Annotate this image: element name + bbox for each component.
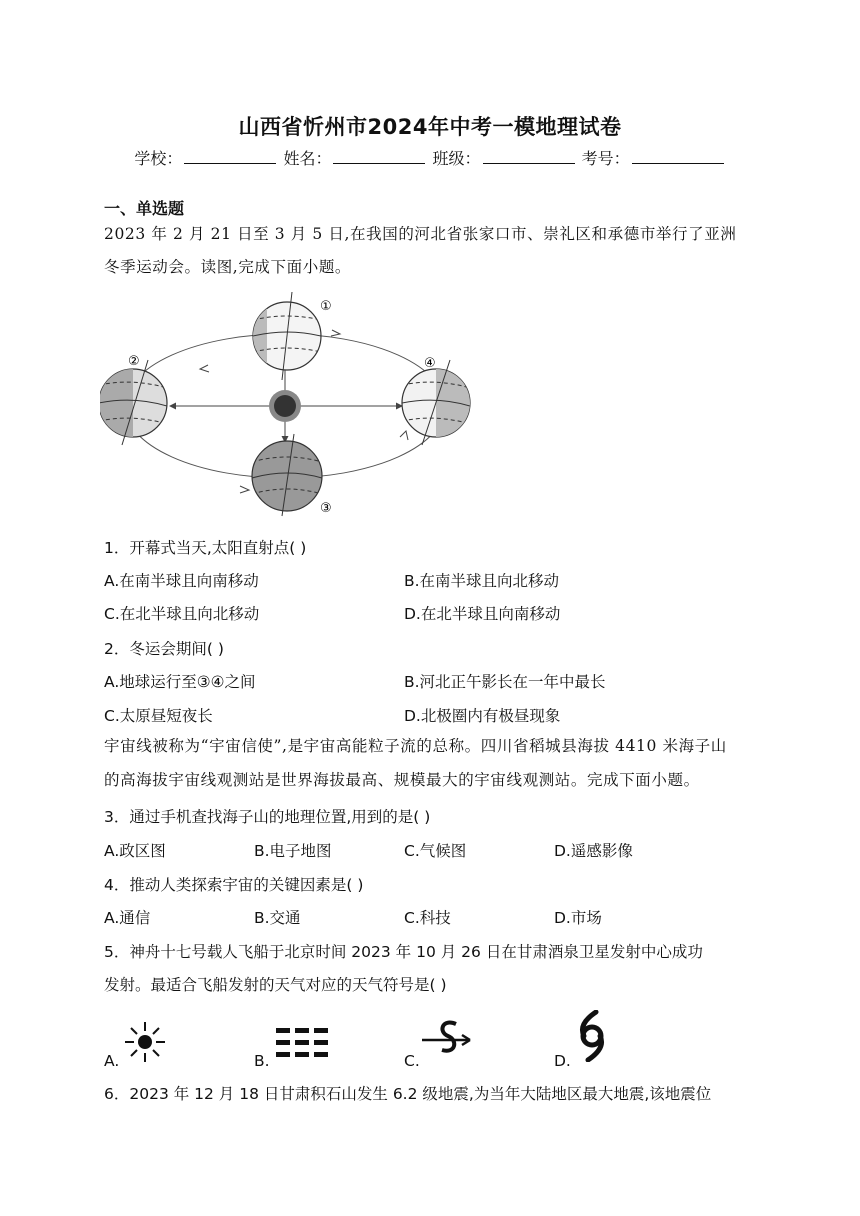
- q5-option-d[interactable]: D.: [554, 1052, 571, 1070]
- q2-option-b[interactable]: B.河北正午影长在一年中最长: [404, 673, 606, 691]
- q2-option-d[interactable]: D.北极圈内有极昼现象: [404, 707, 561, 725]
- page-title: 山西省忻州市2024年中考一模地理试卷: [238, 115, 622, 139]
- q3-option-b[interactable]: B.电子地图: [254, 842, 332, 860]
- passage-2-line-2: 的高海拔宇宙线观测站是世界海拔最高、规模最大的宇宙线观测站。完成下面小题。: [104, 771, 700, 789]
- student-info-line: [0, 146, 860, 169]
- sunny-icon: [123, 1020, 167, 1064]
- sun-icon: [269, 390, 301, 422]
- q5-option-c[interactable]: C.: [404, 1052, 420, 1070]
- q1-option-c[interactable]: C.在北半球且向北移动: [104, 605, 260, 623]
- passage-1-line-2: 冬季运动会。读图,完成下面小题。: [104, 258, 352, 276]
- name-blank: [333, 151, 425, 164]
- passage-2-line-1: 宇宙线被称为“宇宙信使”,是宇宙高能粒子流的总称。四川省稻城县海拔 4410 米海子山: [104, 737, 727, 755]
- question-5-stem-line-1: 5．神舟十七号载人飞船于北京时间 2023 年 10 月 26 日在甘肃酒泉卫星发射中心成功: [104, 943, 703, 961]
- q4-option-d[interactable]: D.市场: [554, 909, 602, 927]
- label-3: ③: [320, 501, 332, 516]
- question-1-stem: 1．开幕式当天,太阳直射点( ): [104, 539, 307, 557]
- class-label: 班级：: [432, 149, 481, 168]
- q3-option-a[interactable]: A.政区图: [104, 842, 166, 860]
- class-blank: [483, 151, 575, 164]
- sandstorm-icon: [420, 1016, 478, 1062]
- q4-option-b[interactable]: B.交通: [254, 909, 301, 927]
- earth-position-3: [252, 434, 322, 516]
- school-label: 学校：: [134, 149, 183, 168]
- earth-position-2: [100, 360, 167, 445]
- section-heading: 一、单选题: [104, 199, 185, 218]
- q1-option-a[interactable]: A.在南半球且向南移动: [104, 572, 259, 590]
- earth-position-1: [253, 292, 321, 380]
- question-3-stem: 3．通过手机查找海子山的地理位置,用到的是( ): [104, 808, 431, 826]
- question-4-stem: 4．推动人类探索宇宙的关键因素是( ): [104, 876, 364, 894]
- q2-option-c[interactable]: C.太原昼短夜长: [104, 707, 213, 725]
- label-4: ④: [424, 356, 436, 371]
- passage-1-line-1: 2023 年 2 月 21 日至 3 月 5 日,在我国的河北省张家口市、崇礼区和承德市举行了亚洲: [104, 225, 737, 243]
- school-blank: [184, 151, 276, 164]
- q4-option-c[interactable]: C.科技: [404, 909, 451, 927]
- question-5-stem-line-2: 发射。最适合飞船发射的天气对应的天气符号是( ): [104, 976, 447, 994]
- q1-option-b[interactable]: B.在南半球且向北移动: [404, 572, 560, 590]
- question-6-stem: 6．2023 年 12 月 18 日甘肃积石山发生 6.2 级地震,为当年大陆地区最大地震,该地震位: [104, 1085, 712, 1103]
- q3-option-d[interactable]: D.遥感影像: [554, 842, 633, 860]
- q4-option-a[interactable]: A.通信: [104, 909, 151, 927]
- fog-icon: [274, 1026, 330, 1060]
- earth-position-4: [402, 360, 471, 445]
- question-2-stem: 2．冬运会期间( ): [104, 640, 224, 658]
- label-2: ②: [128, 354, 140, 369]
- name-label: 姓名：: [283, 149, 332, 168]
- label-1: ①: [320, 299, 332, 314]
- exam-number-blank: [632, 151, 724, 164]
- earth-revolution-diagram: [100, 290, 480, 520]
- q5-option-b[interactable]: B.: [254, 1052, 270, 1070]
- q5-option-a[interactable]: A.: [104, 1052, 120, 1070]
- q2-option-a[interactable]: A.地球运行至③④之间: [104, 673, 256, 691]
- q3-option-c[interactable]: C.气候图: [404, 842, 467, 860]
- typhoon-icon: [574, 1010, 610, 1062]
- exam-number-label: 考号：: [581, 149, 630, 168]
- q1-option-d[interactable]: D.在北半球且向南移动: [404, 605, 561, 623]
